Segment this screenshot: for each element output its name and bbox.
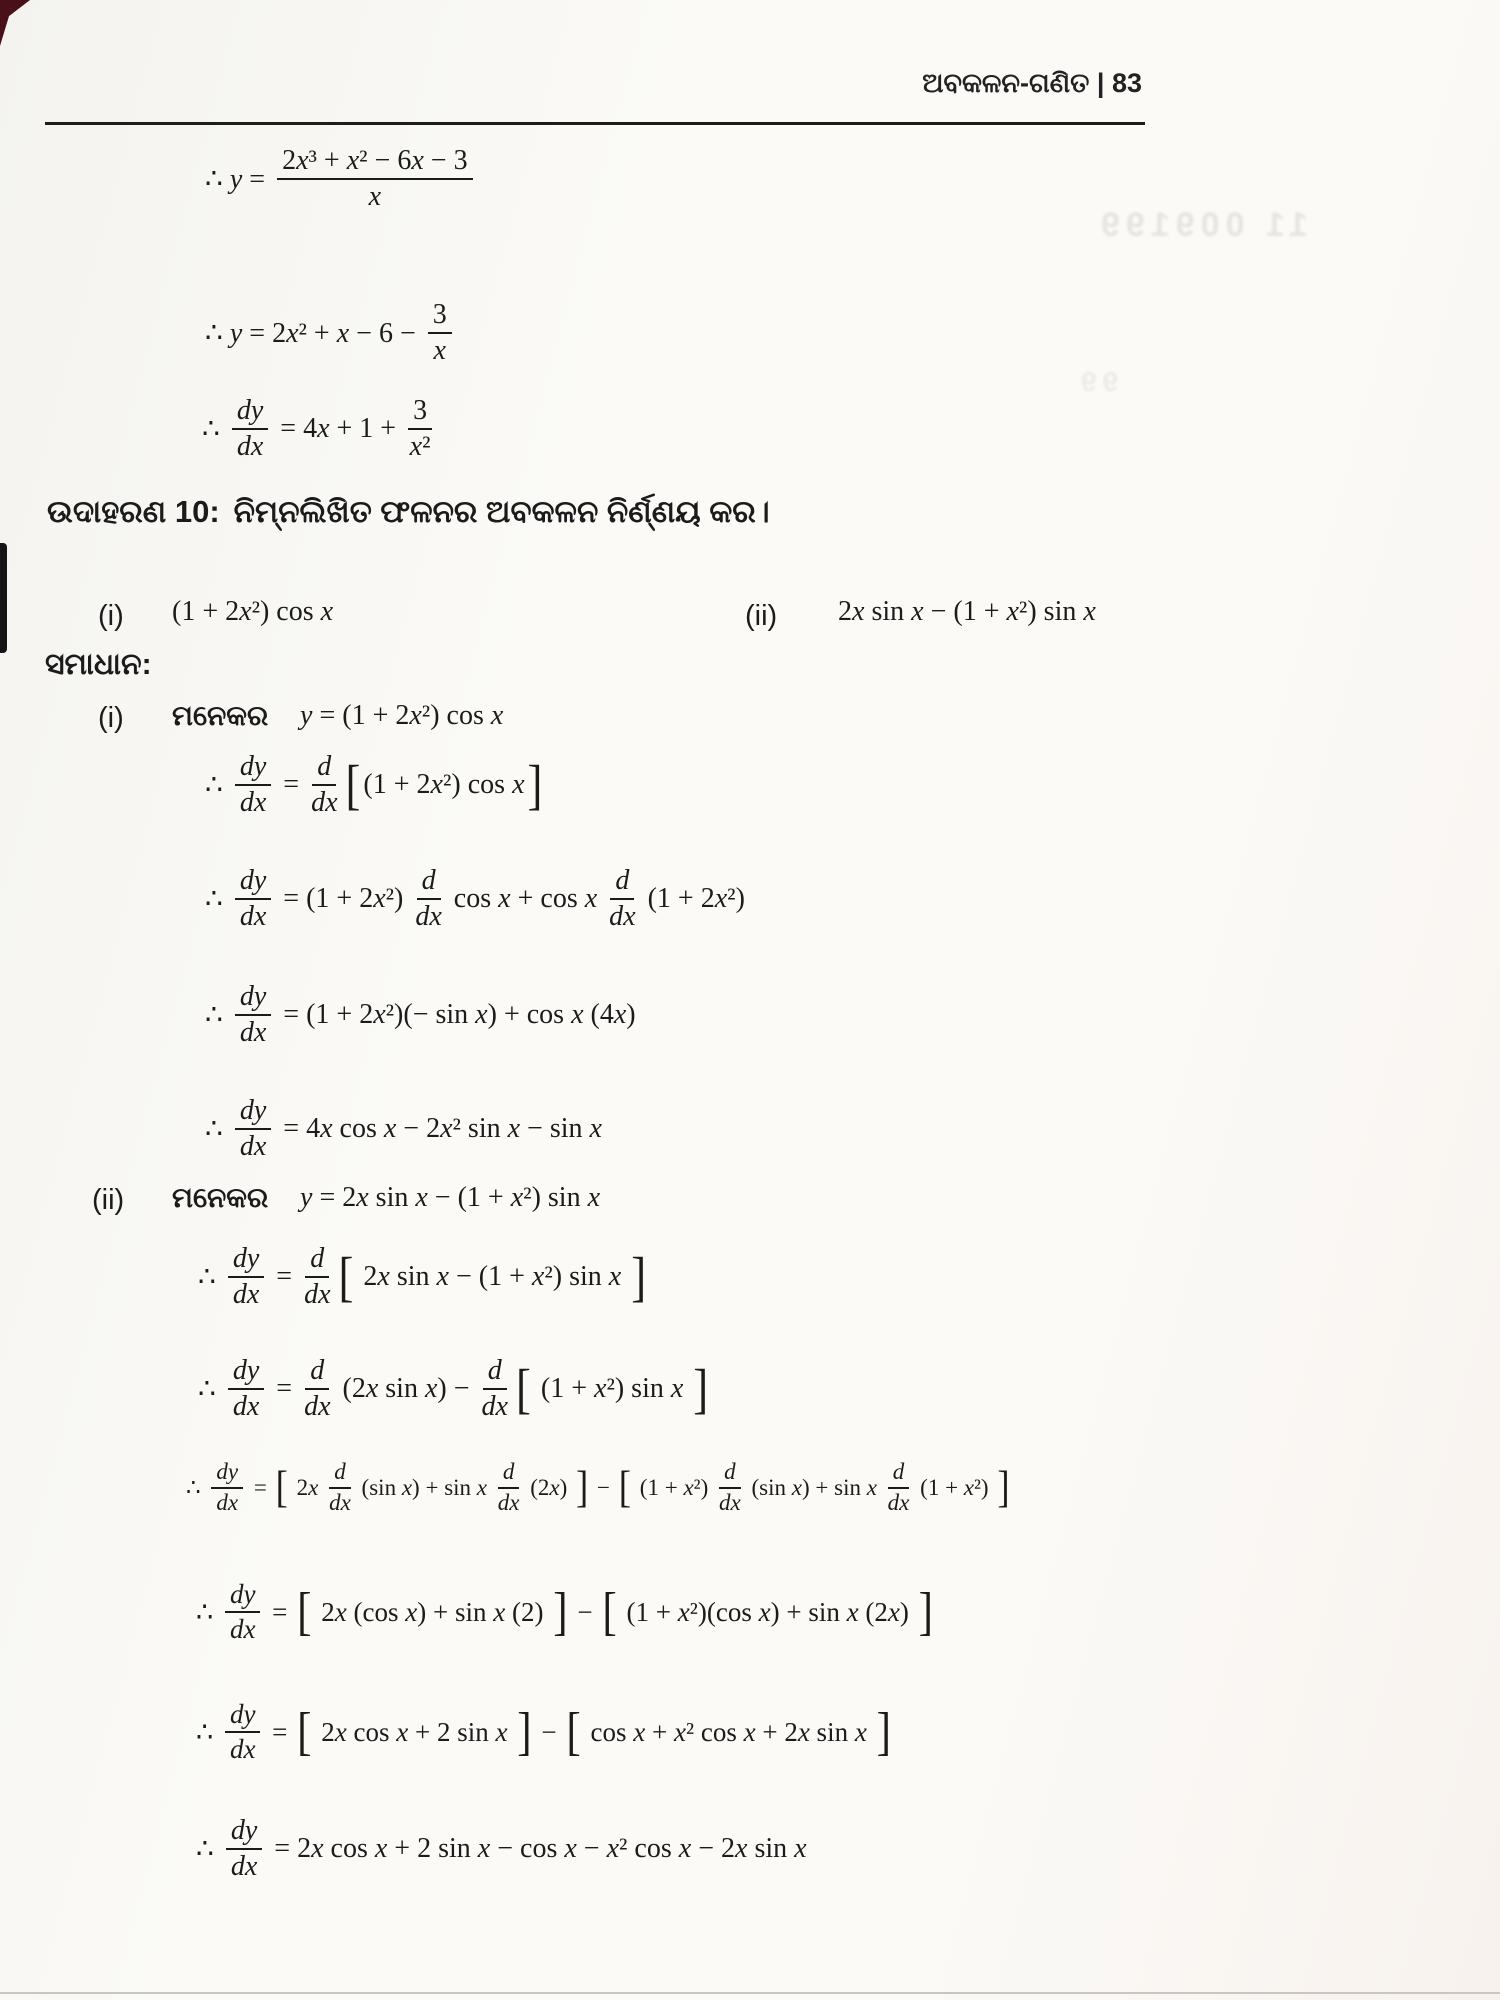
part-ii-label: (ii)	[92, 1184, 125, 1216]
part-ii-step-5: ∴ $\frac{dy}{dx}$ = [ 2x cos x + 2 sin x ] − [ cos x + x² cos x + 2x sin x ]	[196, 1699, 891, 1765]
problem-ii-expression: 2x sin x − (1 + x²) sin x	[838, 596, 1096, 627]
example-number-label: ଉଦାହରଣ 10:	[47, 494, 220, 529]
scan-bottom-edge	[0, 1992, 1500, 1994]
scan-corner-artifact	[0, 0, 30, 46]
bleed-through-text: 11 009199	[1095, 206, 1308, 244]
running-head-and-page-number: ଅବକଳନ-ଗଣିତ | 83	[922, 68, 1142, 98]
part-ii-function: y = 2x sin x − (1 + x²) sin x	[300, 1182, 601, 1213]
problem-list	[0, 586, 1500, 646]
problem-i-expression: (1 + 2x²) cos x	[172, 596, 334, 627]
example-heading	[47, 494, 770, 531]
bleed-through-text-2: 99	[1075, 366, 1119, 397]
part-ii-step-2: ∴ $\frac{dy}{dx}$ = $\frac{d}{dx}$ (2x sin x) − $\frac{d}{dx}$ [ (1 + x²) sin x ]	[198, 1355, 709, 1423]
part-i-label: (i)	[98, 702, 124, 734]
part-ii-statement	[0, 1180, 1500, 1236]
example-instruction-text: ନିମ୍ନଲିଖିତ ଫଳନର ଅବକଳନ ନିର୍ଣ୍ଣୟ କର।	[233, 494, 770, 529]
page-header	[0, 68, 1142, 100]
part-ii-step-4: ∴ $\frac{dy}{dx}$ = [ 2x (cos x) + sin x (2) ] − [ (1 + x²)(cos x) + sin x (2x) ]	[196, 1579, 933, 1645]
equation-y-rational: ∴ y = $\frac{\text{2x³ + x² − 6x − 3}}{x}$	[205, 146, 478, 212]
part-i-step-1: ∴ $\frac{dy}{dx}$ = $\frac{d}{dx}$ [ (1 + 2x²) cos x ]	[205, 751, 543, 819]
header-rule	[45, 122, 1145, 125]
solution-label: ସମାଧାନ:	[45, 648, 152, 681]
part-i-result: ∴ $\frac{dy}{dx}$ = 4x cos x − 2x² sin x − sin x	[205, 1095, 602, 1163]
part-ii-result: ∴ $\frac{dy}{dx}$ = 2x cos x + 2 sin x − cos x − x² cos x − 2x sin x	[196, 1815, 807, 1883]
equation-derivative-result: ∴ $\frac{dy}{dx}$ = 4x + 1 + $\frac{3}{\text{x²}}$	[202, 395, 431, 463]
equation-y-simplified: ∴ y = 2x² + x − 6 − $\frac{3}{x}$	[205, 300, 457, 366]
part-i-step-3: ∴ $\frac{dy}{dx}$ = (1 + 2x²)(− sin x) + cos x (4x)	[205, 981, 636, 1049]
part-i-function: y = (1 + 2x²) cos x	[300, 700, 504, 731]
problem-ii-label: (ii)	[745, 600, 778, 632]
part-i-statement	[0, 698, 1500, 754]
part-ii-let-word: ମନେକର	[172, 1182, 269, 1213]
part-ii-step-1: ∴ $\frac{dy}{dx}$ = $\frac{d}{dx}$ [ 2x sin x − (1 + x²) sin x ]	[198, 1243, 647, 1311]
part-i-step-2: ∴ $\frac{dy}{dx}$ = (1 + 2x²) $\frac{d}{dx}$ cos x + cos x $\frac{d}{dx}$ (1 + 2x²)	[205, 865, 745, 933]
problem-i-label: (i)	[98, 600, 124, 632]
part-i-let-word: ମନେକର	[172, 700, 269, 731]
part-ii-step-3: ∴ $\frac{dy}{dx}$ = [ 2x $\frac{d}{dx}$ (sin x) + sin x $\frac{d}{dx}$ (2x) ] − [ (1 + x²) $\frac{d}{dx}$ (sin x) + sin x $\frac{d}{dx}$ (1 + x²) ]	[186, 1459, 1010, 1515]
